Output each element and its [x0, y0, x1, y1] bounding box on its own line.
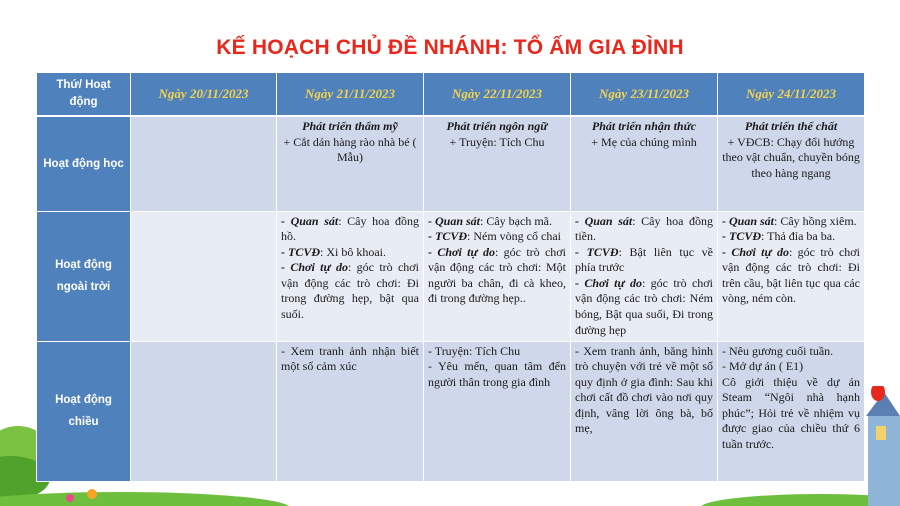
label-choi-tu-do: - Chơi tự do [722, 244, 789, 259]
text-quan-sat: : Cây hoa đồng hồ. [281, 213, 419, 244]
header-day-1: Ngày 20/11/2023 [131, 73, 277, 117]
learning-area: Phát triển thẩm mỹ [302, 119, 398, 133]
text-tcvd: : Xi bô khoai. [320, 244, 386, 259]
cell-ngoaitroi-day-5 [718, 211, 865, 341]
row-label-hoat-dong-ngoai-troi: Hoạt động ngoài trời [37, 211, 131, 341]
table-row [37, 341, 865, 481]
label-tcvd: - TCVĐ [722, 229, 761, 244]
label-quan-sat: - Quan sát [428, 213, 481, 228]
header-day-5: Ngày 24/11/2023 [718, 73, 865, 117]
label-quan-sat: - Quan sát [281, 213, 339, 228]
activity-text: - Yêu mến, quan tâm đến người thân trong gia đình [428, 359, 566, 389]
table-header-row [37, 73, 865, 117]
cell-ngoaitroi-day-4 [571, 211, 718, 341]
activity-text: + Truyện: Tích Chu [449, 134, 545, 149]
label-tcvd: - TCVĐ [428, 229, 467, 244]
table-row [37, 211, 865, 341]
label-tcvd: - TCVĐ [281, 244, 320, 259]
header-day-2: Ngày 21/11/2023 [277, 73, 424, 117]
activity-text: - Xem tranh ảnh nhận biết một số cảm xúc [281, 343, 419, 374]
label-tcvd: - TCVĐ [575, 244, 619, 259]
weekly-plan-table [36, 72, 865, 482]
table-row [37, 116, 865, 211]
activity-text: - Xem tranh ảnh, băng hình trò chuyện với trẻ về một số quy định ở gia đình: Sau khi chơi cất đồ chơi vào nơi quy định, vâng lời ông bà, bố mẹ, [575, 343, 713, 436]
text-choi-tu-do: : góc trò chơi vận động các trò chơi: Ném bóng, Bật qua suối, Đi trong đường hẹp [575, 275, 713, 337]
castle-right-icon [866, 392, 900, 506]
cell-chieu-day-4 [571, 341, 718, 481]
activity-text: - Nêu gương cuối tuần. [722, 343, 834, 358]
cell-ngoaitroi-day-3 [424, 211, 571, 341]
label-choi-tu-do: - Chơi tự do [428, 244, 495, 259]
label-quan-sat: - Quan sát [722, 213, 775, 228]
text-quan-sat: : Cây bạch mã. [480, 213, 552, 228]
text-tcvd: : Ném vòng cổ chai [467, 229, 561, 244]
activity-text: - Mở dự án ( E1) [722, 359, 804, 374]
cell-chieu-day-2 [277, 341, 424, 481]
learning-area: Phát triển thể chất [744, 119, 838, 133]
row-label-hoat-dong-chieu: Hoạt động chiều [37, 341, 131, 481]
page-title: KẾ HOẠCH CHỦ ĐỀ NHÁNH: TỔ ẤM GIA ĐÌNH [216, 36, 684, 59]
header-corner-cell: Thứ/ Hoạt động [37, 73, 131, 117]
learning-area: Phát triển nhận thức [591, 119, 697, 133]
text-tcvd: : Thả đỉa ba ba. [761, 229, 836, 244]
label-choi-tu-do: - Chơi tự do [281, 260, 348, 275]
text-quan-sat: : Cây hoa đồng tiền. [575, 213, 713, 244]
text-choi-tu-do: : góc trò chơi vận động các trò chơi: Đi trong đường hẹp, bật qua suối. [281, 260, 419, 322]
label-quan-sat: - Quan sát [575, 213, 633, 228]
header-day-3: Ngày 22/11/2023 [424, 73, 571, 117]
activity-text: + Cắt dán hàng rào nhà bé ( Mẫu) [283, 134, 417, 165]
activity-text: + VĐCB: Chạy đổi hướng theo vật chuẩn, chuyền bóng theo hàng ngang [722, 134, 860, 180]
cell-ngoaitroi-day-1 [131, 211, 277, 341]
row-label-hoat-dong-hoc: Hoạt động học [37, 116, 131, 211]
label-choi-tu-do: - Chơi tự do [575, 275, 642, 290]
activity-text: + Mẹ của chúng mình [591, 134, 697, 149]
cell-hoc-day-2 [277, 116, 424, 211]
cell-chieu-day-3 [424, 341, 571, 481]
text-choi-tu-do: : góc trò chơi vận động các trò chơi: Một người ba chân, đi cà kheo, đi trong đường hẹp.. [428, 244, 566, 306]
cell-hoc-day-5 [718, 116, 865, 211]
text-quan-sat: : Cây hồng xiêm. [774, 213, 857, 228]
text-tcvd: : Bật liên tục về phía trước [575, 244, 714, 275]
cell-hoc-day-4 [571, 116, 718, 211]
grass-bottom-icon [0, 492, 900, 506]
header-day-4: Ngày 23/11/2023 [571, 73, 718, 117]
activity-text: Cô giới thiệu về dự án Steam “Ngôi nhà hạnh phúc”; Hỏi trẻ về nhiệm vụ được giao của chiều thứ 6 tuần trước. [722, 374, 860, 452]
cell-hoc-day-1 [131, 116, 277, 211]
cell-chieu-day-1 [131, 341, 277, 481]
activity-text: - Truyện: Tích Chu [428, 343, 521, 358]
text-choi-tu-do: : góc trò chơi vận động các trò chơi: Đi trên cầu, bật liên tục qua các vòng, ném còn. [722, 244, 860, 306]
cell-hoc-day-3 [424, 116, 571, 211]
cell-ngoaitroi-day-2 [277, 211, 424, 341]
learning-area: Phát triển ngôn ngữ [446, 119, 548, 133]
cell-chieu-day-5 [718, 341, 865, 481]
